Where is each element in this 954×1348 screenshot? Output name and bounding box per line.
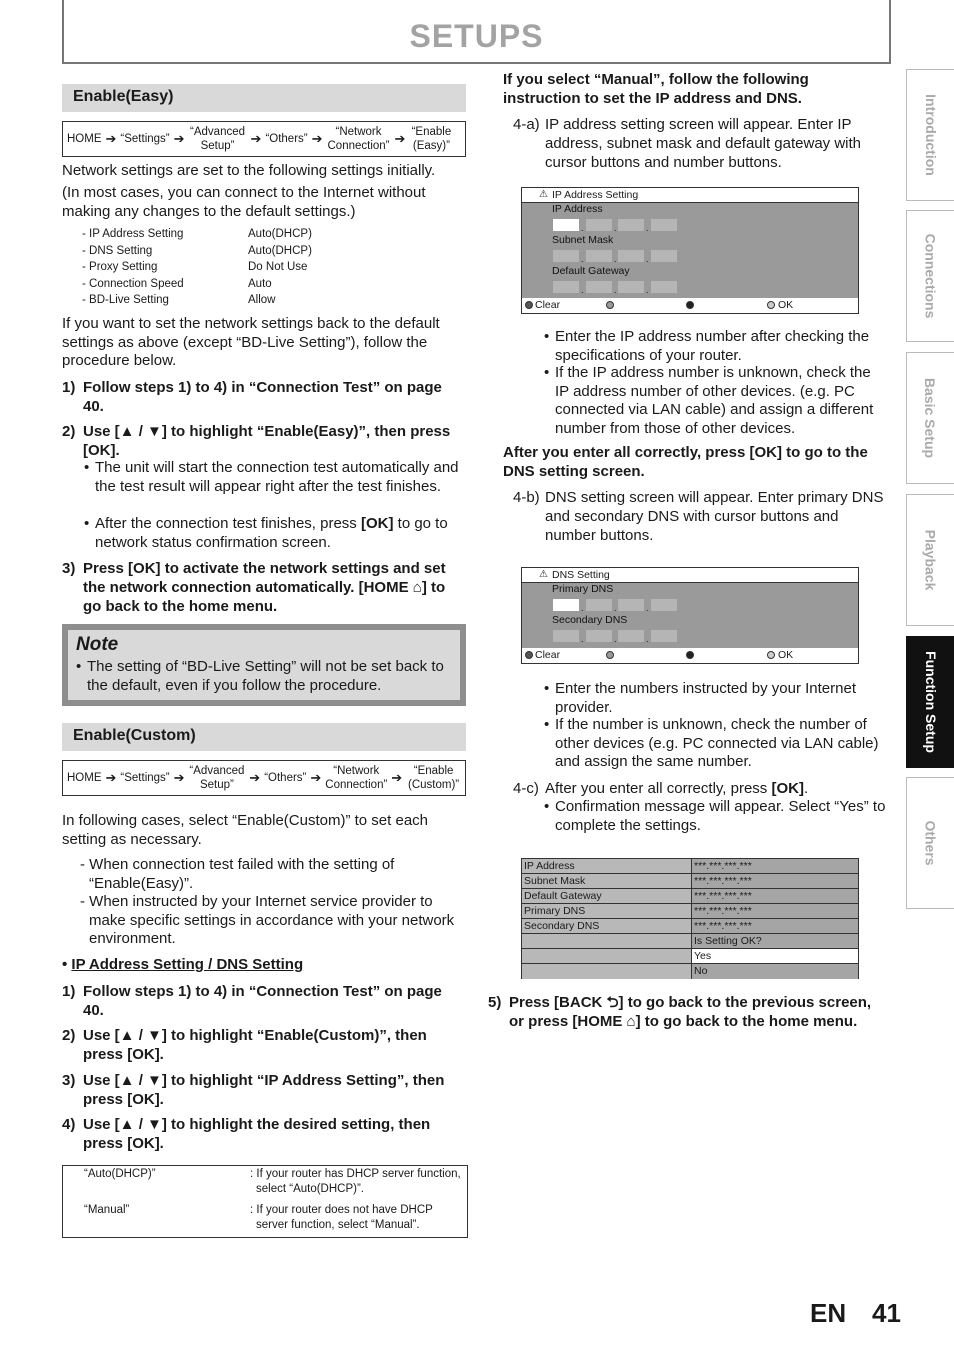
- table-cell: Auto(DHCP): [248, 244, 312, 257]
- bullet: • Enter the numbers instructed by your Internet provider.: [544, 680, 856, 716]
- ok-button-icon[interactable]: [767, 651, 775, 659]
- paragraph: If you want to set the network settings back to the default settings as above (except “BD-Live Setting”), follow the procedure below.: [62, 315, 440, 369]
- header-box: [62, 0, 891, 64]
- nav-home: HOME: [67, 772, 102, 784]
- arrow-icon: ➔: [391, 770, 403, 785]
- confirm-value: ***.***.***.***: [692, 904, 858, 918]
- confirm-label: Subnet Mask: [522, 874, 692, 888]
- option-desc: : If your router does not have DHCP server function, select “Manual”.: [250, 1204, 433, 1231]
- case-1: - When connection test failed with the setting of “Enable(Easy)”.: [80, 856, 395, 892]
- language-label: EN: [810, 1298, 847, 1328]
- color-button-icon: [606, 651, 614, 659]
- table-cell: Do Not Use: [248, 261, 308, 273]
- bullet: • Enter the IP address number after checking the specifications of your router.: [544, 328, 870, 364]
- confirm-value[interactable]: Yes: [692, 949, 858, 963]
- gateway-field[interactable]: [586, 281, 612, 293]
- option-name: “Auto(DHCP)”: [84, 1168, 156, 1180]
- table-cell: - DNS Setting: [82, 244, 153, 257]
- arrow-icon: ➔: [311, 131, 323, 146]
- confirmation-screen: [521, 858, 859, 979]
- note-title: Note: [76, 634, 119, 655]
- step-4b: 4-b) DNS setting screen will appear. Enter primary DNS and secondary DNS with cursor buttons and number buttons.: [513, 489, 884, 544]
- custom-step-4: 4) Use [▲ / ▼] to highlight the desired setting, then press [OK].: [62, 1116, 431, 1152]
- paragraph: Network settings are set to the following settings initially.: [62, 162, 436, 179]
- step-4a: 4-a) IP address setting screen will appear. Enter IP address, subnet mask and default gateway with cursor buttons and number buttons.: [513, 116, 862, 171]
- confirm-row: [522, 859, 858, 874]
- table-cell: Allow: [248, 294, 276, 306]
- section-heading-custom: Enable(Custom): [62, 723, 466, 751]
- dns-field[interactable]: [618, 630, 644, 642]
- note-box: [62, 624, 466, 706]
- arrow-icon: ➔: [250, 131, 262, 146]
- section-heading-easy: Enable(Easy): [62, 84, 466, 112]
- clear-button-icon[interactable]: [525, 301, 533, 309]
- navigation-path: [62, 121, 466, 157]
- bullet: • The unit will start the connection test automatically and the test result will appear right after the test finishes.: [84, 459, 459, 495]
- step-2: 2) Use [▲ / ▼] to highlight “Enable(Easy)”, then press [OK].: [62, 423, 451, 459]
- nav-others: “Others”: [264, 772, 307, 784]
- table-cell: Auto(DHCP): [248, 228, 312, 240]
- nav-enable: “Enable (Easy)”: [411, 126, 452, 152]
- color-button-icon: [686, 301, 694, 309]
- table-row: [82, 259, 382, 276]
- confirm-row: [522, 874, 858, 889]
- table-cell: Auto: [248, 277, 272, 290]
- arrow-icon: ➔: [173, 131, 185, 146]
- nav-others: “Others”: [265, 133, 308, 145]
- confirm-label: [522, 964, 692, 979]
- tab-connections[interactable]: Connections: [906, 210, 954, 342]
- custom-step-1: 1) Follow steps 1) to 4) in “Connection Test” on page 40.: [62, 983, 442, 1019]
- case-2: - When instructed by your Internet service provider to make specific settings in accordance with your network environment.: [80, 893, 455, 947]
- option-row: [84, 1167, 467, 1197]
- confirm-value: ***.***.***.***: [692, 919, 858, 933]
- confirm-value: ***.***.***.***: [692, 859, 858, 873]
- confirm-label: Primary DNS: [522, 904, 692, 918]
- ip-field[interactable]: [553, 219, 579, 231]
- custom-step-3: 3) Use [▲ / ▼] to highlight “IP Address Setting”, then press [OK].: [62, 1072, 445, 1108]
- paragraph: In following cases, select “Enable(Custom)” to set each setting as necessary.: [62, 812, 428, 848]
- step-1: 1) Follow steps 1) to 4) in “Connection Test” on page 40.: [62, 379, 442, 415]
- confirm-row: [522, 889, 858, 904]
- page-number: 41: [872, 1298, 901, 1328]
- confirm-label: [522, 934, 692, 948]
- subheading: • IP Address Setting / DNS Setting: [62, 956, 304, 973]
- arrow-icon: ➔: [249, 770, 261, 785]
- nav-settings: “Settings”: [120, 772, 170, 784]
- table-cell: - IP Address Setting: [82, 228, 184, 240]
- step-5: 5) Press [BACK ⮌] to go back to the previous screen, or press [HOME ⌂] to go back to the home menu.: [488, 994, 872, 1030]
- step-4c: 4-c) After you enter all correctly, press [OK].: [513, 780, 809, 797]
- table-row: [82, 292, 382, 309]
- dns-field[interactable]: [651, 630, 677, 642]
- page-title: SETUPS: [409, 18, 544, 54]
- bullet: • If the number is unknown, check the number of other devices (e.g. PC connected via LAN cable) and assign the same number.: [544, 716, 879, 770]
- table-cell: - Proxy Setting: [82, 261, 158, 273]
- option-name: “Manual”: [84, 1204, 130, 1216]
- ip-field[interactable]: [651, 219, 677, 231]
- subnet-field[interactable]: [586, 250, 612, 262]
- option-row: [84, 1203, 467, 1233]
- arrow-icon: ➔: [173, 770, 185, 785]
- tab-basic-setup[interactable]: Basic Setup: [906, 352, 954, 484]
- confirm-label: Default Gateway: [522, 889, 692, 903]
- dns-field[interactable]: [553, 599, 579, 611]
- manual-heading: If you select “Manual”, follow the following instruction to set the IP address and DNS.: [503, 71, 809, 107]
- option-desc: : If your router has DHCP server function, select “Auto(DHCP)”.: [250, 1168, 461, 1195]
- subnet-field[interactable]: [651, 250, 677, 262]
- color-button-icon: [606, 301, 614, 309]
- nav-advanced: “Advanced Setup”: [189, 765, 245, 791]
- dns-field[interactable]: [651, 599, 677, 611]
- confirm-label: [522, 949, 692, 963]
- subnet-field[interactable]: [618, 250, 644, 262]
- nav-advanced: “Advanced Setup”: [190, 126, 246, 152]
- confirm-label: Secondary DNS: [522, 919, 692, 933]
- dns-field[interactable]: [586, 630, 612, 642]
- nav-home: HOME: [67, 133, 102, 145]
- table-row: [82, 276, 382, 293]
- nav-network: “Network Connection”: [325, 765, 388, 791]
- warning-icon: ⚠: [539, 189, 548, 200]
- options-table: [62, 1165, 468, 1238]
- confirm-row: [522, 949, 858, 964]
- dns-field[interactable]: [553, 630, 579, 642]
- step-3: 3) Press [OK] to activate the network settings and set the network connection automatically. [HOME ⌂] to go back to the home menu.: [62, 560, 446, 615]
- gateway-field[interactable]: [651, 281, 677, 293]
- confirm-row: [522, 904, 858, 919]
- table-cell: - BD-Live Setting: [82, 294, 169, 306]
- ip-field[interactable]: [586, 219, 612, 231]
- tab-function-setup[interactable]: Function Setup: [906, 636, 954, 768]
- nav-enable: “Enable (Custom)”: [408, 765, 460, 791]
- nav-settings: “Settings”: [120, 133, 170, 145]
- note-bullet: • The setting of “BD-Live Setting” will not be set back to the default, even if you follow the procedure.: [76, 658, 444, 694]
- gateway-field[interactable]: [618, 281, 644, 293]
- table-row: [82, 226, 382, 243]
- confirm-row: [522, 964, 858, 979]
- ip-address-screen: ⚠ IP Address Setting IP Address . . . Subnet Mask . . . Default Gateway . . . Clear OK: [521, 187, 859, 314]
- confirm-value: ***.***.***.***: [692, 889, 858, 903]
- confirm-value: Is Setting OK?: [692, 934, 858, 948]
- nav-network: “Network Connection”: [327, 126, 390, 152]
- arrow-icon: ➔: [394, 131, 406, 146]
- confirm-label: IP Address: [522, 859, 692, 873]
- warning-icon: ⚠: [539, 569, 548, 580]
- arrow-icon: ➔: [105, 131, 117, 146]
- default-settings-table: [82, 226, 382, 309]
- tab-introduction[interactable]: Introduction: [906, 69, 954, 201]
- custom-step-2: 2) Use [▲ / ▼] to highlight “Enable(Custom)”, then press [OK].: [62, 1027, 427, 1063]
- confirm-row: [522, 919, 858, 934]
- ok-button-icon[interactable]: [767, 301, 775, 309]
- after-heading: After you enter all correctly, press [OK] to go to the DNS setting screen.: [503, 444, 868, 480]
- bullet: • After the connection test finishes, press [OK] to go to network status confirmation screen.: [84, 515, 448, 551]
- paragraph: (In most cases, you can connect to the Internet without making any changes to the default settings.): [62, 184, 426, 220]
- tab-playback[interactable]: Playback: [906, 494, 954, 626]
- table-cell: - Connection Speed: [82, 277, 184, 290]
- ip-field[interactable]: [618, 219, 644, 231]
- color-button-icon: [686, 651, 694, 659]
- bullet: • If the IP address number is unknown, check the IP address number of other devices. (e.g. PC connected via LAN cable) and assign a different number from those of other devices.: [544, 364, 874, 437]
- confirm-row: [522, 934, 858, 949]
- gateway-field[interactable]: [553, 281, 579, 293]
- arrow-icon: ➔: [105, 770, 117, 785]
- bullet: • Confirmation message will appear. Select “Yes” to complete the settings.: [544, 798, 886, 834]
- dns-screen: ⚠ DNS Setting Primary DNS . . . Secondary DNS . . . Clear OK: [521, 567, 859, 664]
- confirm-value: No: [692, 964, 858, 979]
- dns-field[interactable]: [618, 599, 644, 611]
- tab-others[interactable]: Others: [906, 777, 954, 909]
- confirm-value: ***.***.***.***: [692, 874, 858, 888]
- table-row: [82, 243, 382, 260]
- dns-field[interactable]: [586, 599, 612, 611]
- clear-button-icon[interactable]: [525, 651, 533, 659]
- navigation-path: [62, 760, 466, 796]
- arrow-icon: ➔: [310, 770, 322, 785]
- subnet-field[interactable]: [553, 250, 579, 262]
